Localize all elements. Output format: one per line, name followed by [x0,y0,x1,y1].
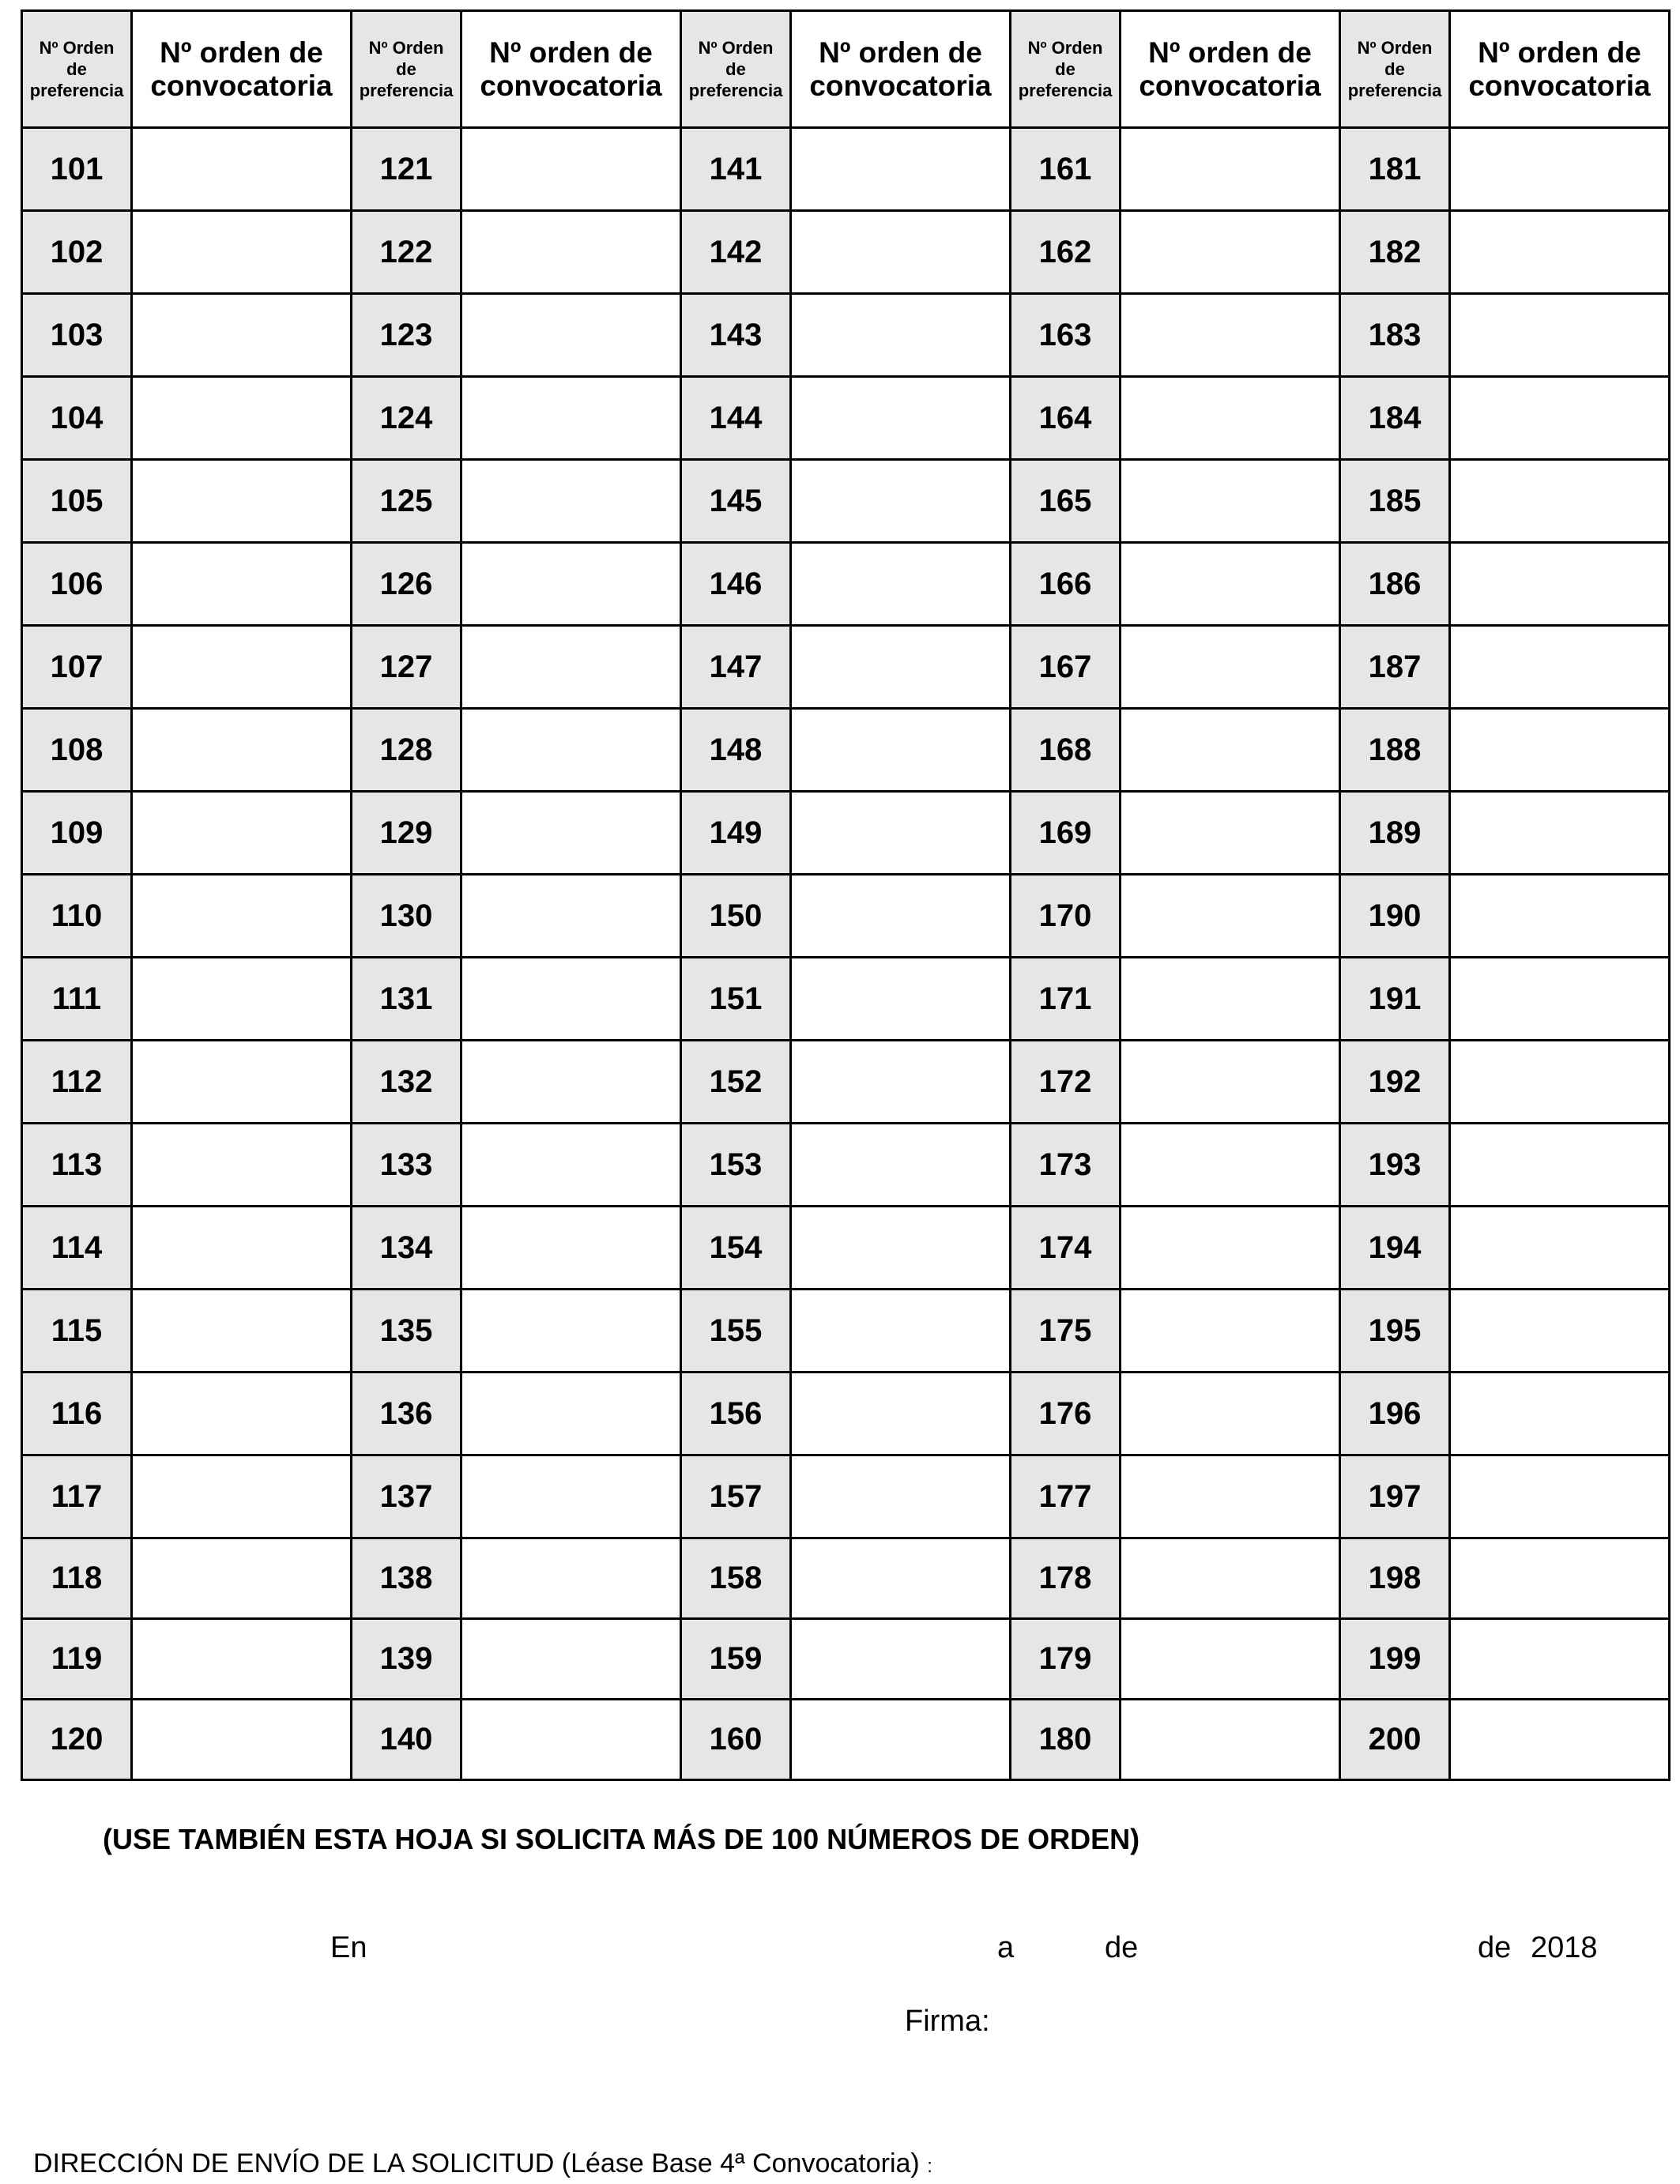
convocatoria-entry-cell[interactable] [791,377,1011,460]
preference-number-cell: 170 [1011,875,1121,958]
preference-number-cell: 179 [1011,1619,1121,1700]
preference-number-cell: 194 [1340,1207,1450,1290]
preference-number-cell: 193 [1340,1124,1450,1207]
preference-number-cell: 195 [1340,1290,1450,1373]
preference-number-cell: 117 [22,1455,132,1538]
convocatoria-entry-cell[interactable] [461,128,681,211]
preference-number-cell: 123 [352,294,461,377]
header-preference-line: de [1055,59,1075,79]
convocatoria-entry-cell[interactable] [461,1455,681,1538]
preference-number-cell: 121 [352,128,461,211]
convocatoria-entry-cell[interactable] [1121,128,1340,211]
convocatoria-entry-cell[interactable] [791,1207,1011,1290]
table-row [22,377,1670,460]
preference-number-cell: 130 [352,875,461,958]
preference-number-cell: 174 [1011,1207,1121,1290]
convocatoria-entry-cell[interactable] [461,792,681,875]
convocatoria-entry-cell[interactable] [791,128,1011,211]
preference-number-cell: 143 [681,294,791,377]
convocatoria-entry-cell[interactable] [1121,1700,1340,1780]
table-row [22,1207,1670,1290]
convocatoria-entry-cell[interactable] [1121,1207,1340,1290]
convocatoria-entry-cell[interactable] [132,1041,352,1124]
convocatoria-entry-cell[interactable] [132,460,352,543]
convocatoria-entry-cell[interactable] [1450,1455,1670,1538]
preference-number-cell: 114 [22,1207,132,1290]
header-preference-line: de [725,59,746,79]
convocatoria-entry-cell[interactable] [461,1124,681,1207]
convocatoria-entry-cell[interactable] [132,211,352,294]
table-row [22,1619,1670,1700]
table-row [22,1041,1670,1124]
preference-number-cell: 154 [681,1207,791,1290]
convocatoria-entry-cell[interactable] [132,626,352,709]
table-row [22,543,1670,626]
convocatoria-entry-cell[interactable] [461,1619,681,1700]
header-preference-line: Nº Orden [698,38,774,58]
table-row [22,294,1670,377]
preference-number-cell: 172 [1011,1041,1121,1124]
convocatoria-entry-cell[interactable] [461,211,681,294]
convocatoria-entry-cell[interactable] [461,875,681,958]
preference-number-cell: 147 [681,626,791,709]
header-convocatoria-line: convocatoria [809,69,992,102]
preference-number-cell: 102 [22,211,132,294]
header-convocatoria-2 [461,11,681,128]
preference-number-cell: 198 [1340,1538,1450,1619]
preference-number-cell: 109 [22,792,132,875]
preference-number-cell: 167 [1011,626,1121,709]
convocatoria-entry-cell[interactable] [132,958,352,1041]
convocatoria-entry-cell[interactable] [132,1455,352,1538]
convocatoria-entry-cell[interactable] [132,543,352,626]
preference-number-cell: 116 [22,1373,132,1455]
preference-table [21,9,1671,1781]
preference-number-cell: 101 [22,128,132,211]
preference-number-cell: 110 [22,875,132,958]
preference-number-cell: 151 [681,958,791,1041]
preference-number-cell: 142 [681,211,791,294]
convocatoria-entry-cell[interactable] [791,1041,1011,1124]
header-preference-line: Nº Orden [39,38,115,58]
preference-number-cell: 104 [22,377,132,460]
preference-number-cell: 137 [352,1455,461,1538]
preference-number-cell: 178 [1011,1538,1121,1619]
convocatoria-entry-cell[interactable] [132,709,352,792]
table-row [22,1290,1670,1373]
preference-number-cell: 175 [1011,1290,1121,1373]
convocatoria-entry-cell[interactable] [132,1700,352,1780]
header-convocatoria-3 [791,11,1011,128]
preference-number-cell: 140 [352,1700,461,1780]
convocatoria-entry-cell[interactable] [1450,460,1670,543]
preference-number-cell: 126 [352,543,461,626]
convocatoria-entry-cell[interactable] [1121,1619,1340,1700]
header-preference-4 [1011,11,1121,128]
preference-number-cell: 163 [1011,294,1121,377]
convocatoria-entry-cell[interactable] [791,875,1011,958]
convocatoria-entry-cell[interactable] [791,1538,1011,1619]
convocatoria-entry-cell[interactable] [461,1538,681,1619]
convocatoria-entry-cell[interactable] [132,1207,352,1290]
convocatoria-entry-cell[interactable] [461,460,681,543]
preference-number-cell: 182 [1340,211,1450,294]
convocatoria-entry-cell[interactable] [1450,1373,1670,1455]
preference-number-cell: 196 [1340,1373,1450,1455]
preference-number-cell: 107 [22,626,132,709]
convocatoria-entry-cell[interactable] [1121,792,1340,875]
preference-number-cell: 138 [352,1538,461,1619]
preference-number-cell: 185 [1340,460,1450,543]
preference-number-cell: 176 [1011,1373,1121,1455]
header-convocatoria-line: convocatoria [150,69,333,102]
preference-number-cell: 115 [22,1290,132,1373]
header-convocatoria-line: convocatoria [1468,69,1651,102]
preference-number-cell: 111 [22,958,132,1041]
convocatoria-entry-cell[interactable] [791,1619,1011,1700]
convocatoria-entry-cell[interactable] [1450,128,1670,211]
preference-number-cell: 146 [681,543,791,626]
preference-number-cell: 152 [681,1041,791,1124]
header-preference-1 [22,11,132,128]
preference-number-cell: 149 [681,792,791,875]
convocatoria-entry-cell[interactable] [132,792,352,875]
table-row [22,626,1670,709]
table-row [22,211,1670,294]
preference-number-cell: 191 [1340,958,1450,1041]
convocatoria-entry-cell[interactable] [1121,377,1340,460]
convocatoria-entry-cell[interactable] [1450,958,1670,1041]
header-convocatoria-4 [1121,11,1340,128]
header-preference-line: preferencia [29,81,124,100]
preference-number-cell: 173 [1011,1124,1121,1207]
convocatoria-entry-cell[interactable] [1450,377,1670,460]
convocatoria-entry-cell[interactable] [1121,1041,1340,1124]
header-preference-line: preferencia [688,81,783,100]
convocatoria-entry-cell[interactable] [1121,875,1340,958]
preference-number-cell: 180 [1011,1700,1121,1780]
convocatoria-entry-cell[interactable] [791,1124,1011,1207]
header-convocatoria-5 [1450,11,1670,128]
preference-number-cell: 177 [1011,1455,1121,1538]
preference-number-cell: 120 [22,1700,132,1780]
convocatoria-entry-cell[interactable] [791,958,1011,1041]
convocatoria-entry-cell[interactable] [132,1538,352,1619]
convocatoria-entry-cell[interactable] [132,1290,352,1373]
convocatoria-entry-cell[interactable] [461,626,681,709]
preference-number-cell: 112 [22,1041,132,1124]
convocatoria-entry-cell[interactable] [791,626,1011,709]
convocatoria-entry-cell[interactable] [791,1700,1011,1780]
table-row [22,792,1670,875]
header-preference-line: preferencia [1347,81,1442,100]
shipping-address-colon: : [927,2156,932,2177]
table-header-row [22,11,1670,128]
convocatoria-entry-cell[interactable] [1450,543,1670,626]
convocatoria-entry-cell[interactable] [1450,875,1670,958]
shipping-address-label [33,2148,932,2179]
convocatoria-entry-cell[interactable] [132,128,352,211]
table-row [22,875,1670,958]
preference-number-cell: 135 [352,1290,461,1373]
convocatoria-entry-cell[interactable] [1121,1124,1340,1207]
convocatoria-entry-cell[interactable] [461,377,681,460]
convocatoria-entry-cell[interactable] [791,1290,1011,1373]
header-preference-line: de [1384,59,1405,79]
preference-number-cell: 160 [681,1700,791,1780]
preference-number-cell: 128 [352,709,461,792]
convocatoria-entry-cell[interactable] [1450,709,1670,792]
header-convocatoria-line: Nº orden de [819,36,982,69]
convocatoria-entry-cell[interactable] [791,709,1011,792]
preference-number-cell: 164 [1011,377,1121,460]
convocatoria-entry-cell[interactable] [1121,1290,1340,1373]
convocatoria-entry-cell[interactable] [461,543,681,626]
table-row [22,1124,1670,1207]
convocatoria-entry-cell[interactable] [791,792,1011,875]
convocatoria-entry-cell[interactable] [1450,792,1670,875]
convocatoria-entry-cell[interactable] [1121,460,1340,543]
preference-number-cell: 103 [22,294,132,377]
convocatoria-entry-cell[interactable] [461,1290,681,1373]
convocatoria-entry-cell[interactable] [461,1700,681,1780]
preference-number-cell: 166 [1011,543,1121,626]
preference-number-cell: 124 [352,377,461,460]
convocatoria-entry-cell[interactable] [1121,626,1340,709]
header-convocatoria-line: Nº orden de [1148,36,1312,69]
place-label: En [330,1931,367,1964]
convocatoria-entry-cell[interactable] [1450,1290,1670,1373]
preference-number-cell: 148 [681,709,791,792]
header-convocatoria-line: Nº orden de [489,36,653,69]
convocatoria-entry-cell[interactable] [461,1207,681,1290]
year-value: 2018 [1531,1931,1598,1964]
convocatoria-entry-cell[interactable] [1450,294,1670,377]
convocatoria-entry-cell[interactable] [1450,1700,1670,1780]
convocatoria-entry-cell[interactable] [791,543,1011,626]
preference-number-cell: 127 [352,626,461,709]
convocatoria-entry-cell[interactable] [1450,1041,1670,1124]
convocatoria-entry-cell[interactable] [132,1124,352,1207]
preference-number-cell: 106 [22,543,132,626]
convocatoria-entry-cell[interactable] [1121,1538,1340,1619]
preference-number-cell: 188 [1340,709,1450,792]
preference-number-cell: 134 [352,1207,461,1290]
preference-number-cell: 199 [1340,1619,1450,1700]
preference-number-cell: 155 [681,1290,791,1373]
preference-number-cell: 162 [1011,211,1121,294]
preference-number-cell: 144 [681,377,791,460]
preference-number-cell: 118 [22,1538,132,1619]
preference-number-cell: 125 [352,460,461,543]
day-label: a [997,1931,1015,1964]
preference-number-cell: 122 [352,211,461,294]
convocatoria-entry-cell[interactable] [1121,1455,1340,1538]
preference-number-cell: 158 [681,1538,791,1619]
convocatoria-entry-cell[interactable] [461,709,681,792]
preference-number-cell: 184 [1340,377,1450,460]
preference-number-cell: 136 [352,1373,461,1455]
preference-number-cell: 141 [681,128,791,211]
header-preference-5 [1340,11,1450,128]
preference-number-cell: 171 [1011,958,1121,1041]
convocatoria-entry-cell[interactable] [461,294,681,377]
convocatoria-entry-cell[interactable] [791,211,1011,294]
preference-number-cell: 169 [1011,792,1121,875]
preference-number-cell: 165 [1011,460,1121,543]
preference-number-cell: 183 [1340,294,1450,377]
preference-number-cell: 157 [681,1455,791,1538]
preference-number-cell: 139 [352,1619,461,1700]
convocatoria-entry-cell[interactable] [1121,1373,1340,1455]
convocatoria-entry-cell[interactable] [1450,211,1670,294]
convocatoria-entry-cell[interactable] [791,460,1011,543]
header-convocatoria-line: convocatoria [480,69,662,102]
preference-number-cell: 153 [681,1124,791,1207]
convocatoria-entry-cell[interactable] [1121,543,1340,626]
header-convocatoria-line: Nº orden de [1478,36,1641,69]
preference-number-cell: 129 [352,792,461,875]
preference-number-cell: 132 [352,1041,461,1124]
convocatoria-entry-cell[interactable] [791,294,1011,377]
table-row [22,958,1670,1041]
instruction-note: (USE TAMBIÉN ESTA HOJA SI SOLICITA MÁS DE 100 NÚMEROS DE ORDEN) [103,1823,1140,1855]
preference-number-cell: 145 [681,460,791,543]
header-preference-2 [352,11,461,128]
convocatoria-entry-cell[interactable] [1121,294,1340,377]
header-preference-line: preferencia [1018,81,1113,100]
preference-number-cell: 156 [681,1373,791,1455]
header-preference-line: preferencia [359,81,454,100]
month-label: de [1105,1931,1139,1964]
header-convocatoria-line: Nº orden de [160,36,323,69]
header-preference-line: de [396,59,416,79]
preference-number-cell: 186 [1340,543,1450,626]
signature-label: Firma: [905,2005,990,2038]
preference-number-cell: 192 [1340,1041,1450,1124]
convocatoria-entry-cell[interactable] [1450,1124,1670,1207]
preference-number-cell: 159 [681,1619,791,1700]
year-label: de [1478,1931,1512,1964]
convocatoria-entry-cell[interactable] [132,294,352,377]
header-preference-line: Nº Orden [1027,38,1103,58]
convocatoria-entry-cell[interactable] [1121,211,1340,294]
header-convocatoria-1 [132,11,352,128]
preference-number-cell: 108 [22,709,132,792]
convocatoria-entry-cell[interactable] [1450,1538,1670,1619]
convocatoria-entry-cell[interactable] [791,1455,1011,1538]
convocatoria-entry-cell[interactable] [132,875,352,958]
preference-number-cell: 133 [352,1124,461,1207]
table-row [22,460,1670,543]
header-preference-line: Nº Orden [368,38,444,58]
header-convocatoria-line: convocatoria [1139,69,1321,102]
preference-number-cell: 161 [1011,128,1121,211]
preference-number-cell: 131 [352,958,461,1041]
table-row [22,1700,1670,1780]
convocatoria-entry-cell[interactable] [132,377,352,460]
preference-number-cell: 119 [22,1619,132,1700]
table-row [22,1455,1670,1538]
convocatoria-entry-cell[interactable] [1121,958,1340,1041]
preference-number-cell: 189 [1340,792,1450,875]
convocatoria-entry-cell[interactable] [1450,1207,1670,1290]
header-preference-line: de [66,59,87,79]
shipping-address-text: DIRECCIÓN DE ENVÍO DE LA SOLICITUD (Léase Base 4ª Convocatoria) [33,2148,920,2178]
preference-number-cell: 200 [1340,1700,1450,1780]
preference-number-cell: 150 [681,875,791,958]
preference-number-cell: 113 [22,1124,132,1207]
preference-number-cell: 168 [1011,709,1121,792]
convocatoria-entry-cell[interactable] [132,1619,352,1700]
table-row [22,128,1670,211]
convocatoria-entry-cell[interactable] [461,1373,681,1455]
convocatoria-entry-cell[interactable] [461,1041,681,1124]
convocatoria-entry-cell[interactable] [461,958,681,1041]
table-row [22,1373,1670,1455]
header-preference-3 [681,11,791,128]
preference-number-cell: 197 [1340,1455,1450,1538]
convocatoria-entry-cell[interactable] [1121,709,1340,792]
table-body [22,128,1670,1780]
convocatoria-entry-cell[interactable] [132,1373,352,1455]
convocatoria-entry-cell[interactable] [1450,626,1670,709]
preference-number-cell: 105 [22,460,132,543]
convocatoria-entry-cell[interactable] [791,1373,1011,1455]
preference-number-cell: 190 [1340,875,1450,958]
header-preference-line: Nº Orden [1357,38,1433,58]
table-row [22,709,1670,792]
convocatoria-entry-cell[interactable] [1450,1619,1670,1700]
preference-number-cell: 187 [1340,626,1450,709]
preference-number-cell: 181 [1340,128,1450,211]
table-row [22,1538,1670,1619]
